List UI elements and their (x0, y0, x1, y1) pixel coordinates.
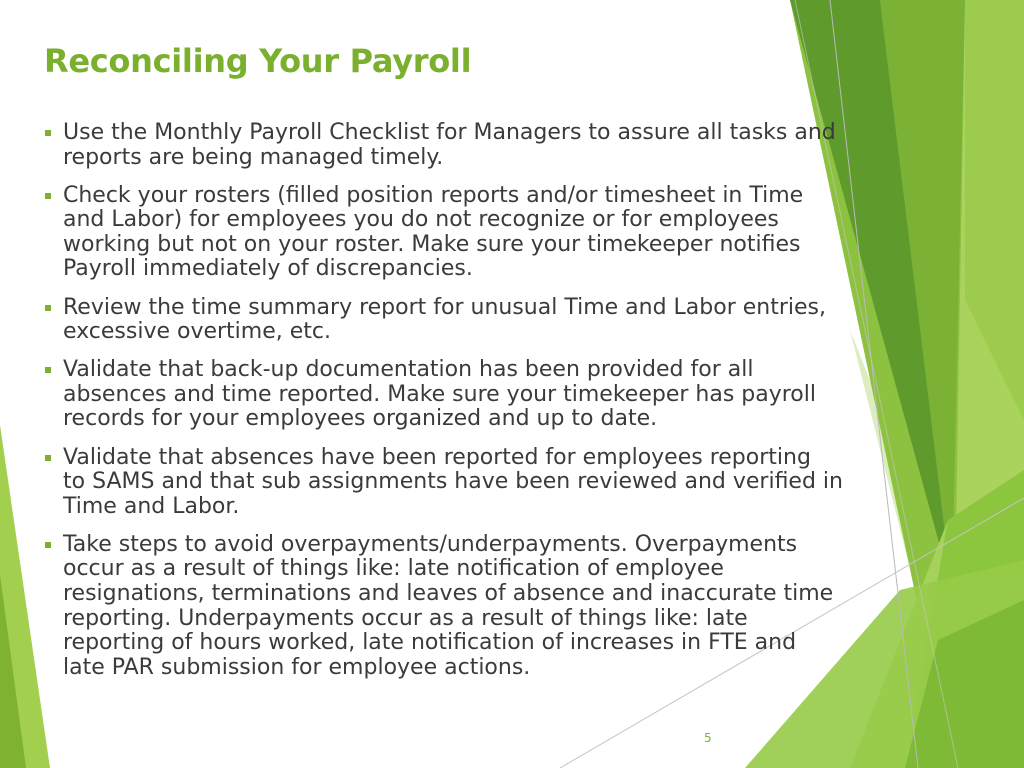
square-bullet-icon (45, 455, 51, 461)
bullet-line: late PAR submission for employee actions. (63, 654, 531, 680)
bullet-line: reporting of hours worked, late notification of increases in FTE and (63, 630, 797, 656)
bullet-line: Take steps to avoid overpayments/underpayments. Overpayments (63, 531, 798, 557)
bullet-line: Review the time summary report for unusual Time and Labor entries, (63, 294, 827, 320)
bullet-line: reporting. Underpayments occur as a result of things like: late (63, 605, 748, 631)
bullet-item (44, 121, 874, 170)
bullet-item (44, 296, 874, 345)
bullet-line: reports are being managed timely. (63, 144, 444, 170)
bullet-line: records for your employees organized and up to date. (63, 406, 658, 432)
bullet-line: and Labor) for employees you do not recognize or for employees (63, 207, 779, 233)
bullet-item (44, 533, 874, 681)
square-bullet-icon (45, 193, 51, 199)
bullet-line: Time and Labor. (63, 493, 240, 519)
bullet-line: Use the Monthly Payroll Checklist for Managers to assure all tasks and (63, 120, 836, 145)
square-bullet-icon (45, 305, 51, 311)
slide-title: Reconciling Your Payroll (44, 42, 472, 80)
bullet-item (44, 184, 874, 282)
bullet-line: working but not on your roster. Make sure your timekeeper notifies (63, 231, 801, 257)
bullet-line: Payroll immediately of discrepancies. (63, 256, 473, 282)
square-bullet-icon (45, 542, 51, 548)
page-number: 5 (704, 731, 712, 745)
bullet-line: resignations, terminations and leaves of absence and inaccurate time (63, 581, 834, 606)
bullet-line: absences and time reported. Make sure your timekeeper has payroll (63, 381, 816, 407)
bullet-line: occur as a result of things like: late notification of employee (63, 556, 724, 582)
bullet-line: to SAMS and that sub assignments have been reviewed and verified in (63, 469, 843, 495)
bullet-line: Check your rosters (filled position reports and/or timesheet in Time (63, 182, 804, 208)
bullet-list (44, 121, 874, 694)
bullet-line: excessive overtime, etc. (63, 319, 331, 345)
square-bullet-icon (45, 130, 51, 136)
bullet-line: Validate that back-up documentation has been provided for all (63, 357, 754, 383)
bullet-item (44, 358, 874, 432)
bullet-line: Validate that absences have been reported for employees reporting (63, 444, 811, 470)
square-bullet-icon (45, 367, 51, 373)
bullet-item (44, 446, 874, 520)
